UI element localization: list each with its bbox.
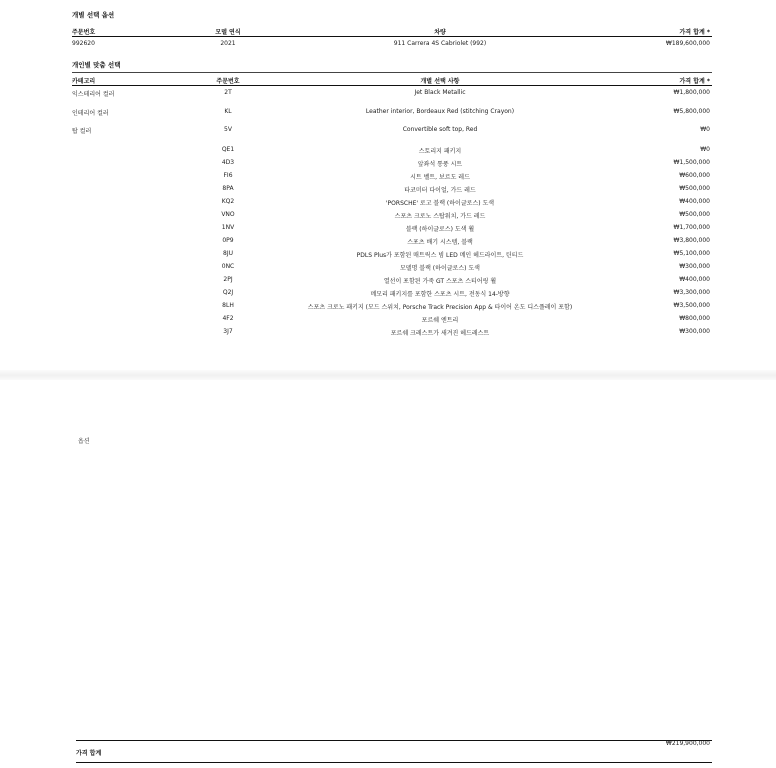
option-code: QE1 — [221, 146, 235, 153]
summary-price-total: ₩189,600,000 — [665, 40, 710, 47]
option-description: 앞좌석 통풍 시트 — [417, 161, 463, 168]
summary-order-no: 992620 — [72, 40, 95, 47]
option-description: 스토리지 패키지 — [418, 148, 462, 155]
option-category: 탑 컬러 — [72, 128, 92, 135]
header-option-price: 가격 합계 * — [679, 78, 710, 85]
option-description: 스포츠 크로노 패키지 (모드 스위치, Porsche Track Precision App & 타이어 온도 디스플레이 포함) — [307, 304, 573, 311]
summary-model-year: 2021 — [220, 40, 236, 47]
option-price: ₩5,100,000 — [673, 250, 710, 257]
option-description: 시트 벨트, 보르도 레드 — [410, 174, 470, 181]
option-description: PDLS Plus가 포함된 매트릭스 빔 LED 메인 헤드라이트, 틴티드 — [356, 252, 524, 259]
option-description: 메모리 패키지를 포함한 스포츠 시트, 전동식 14-방향 — [370, 291, 510, 298]
option-price: ₩500,000 — [679, 211, 710, 218]
option-code: 5V — [224, 126, 232, 133]
option-price: ₩600,000 — [679, 172, 710, 179]
option-category: 인테리어 컬러 — [72, 110, 109, 117]
options-header-rule — [72, 85, 712, 86]
option-price: ₩3,800,000 — [673, 237, 710, 244]
option-code: 2PJ — [223, 276, 233, 283]
summary-header-rule — [72, 36, 712, 37]
option-code: VNO — [221, 211, 235, 218]
options-top-rule — [72, 72, 712, 73]
option-price: ₩300,000 — [679, 263, 710, 270]
option-description: 포르쉐 엔트리 — [421, 317, 459, 324]
option-price: ₩400,000 — [679, 276, 710, 283]
options-label: 옵션 — [78, 438, 90, 445]
header-category: 카테고리 — [72, 78, 96, 85]
option-category: 익스테리어 컬러 — [72, 91, 115, 98]
option-description: 블랙 (하이글로스) 도색 휠 — [405, 226, 475, 233]
header-description: 개별 선택 사항 — [420, 78, 460, 85]
option-description: 스포츠 배기 시스템, 블랙 — [407, 239, 473, 246]
option-code: 0P9 — [222, 237, 234, 244]
option-description: 모델명 블랙 (하이글로스) 도색 — [400, 265, 480, 272]
section-title-personal-selection: 개인별 맞춤 선택 — [72, 61, 121, 69]
option-description: Jet Black Metallic — [414, 89, 466, 96]
header-price-total: 가격 합계 * — [679, 29, 710, 36]
option-code: 2T — [224, 89, 232, 96]
section-title-selected-options: 개별 선택 옵션 — [72, 11, 115, 19]
option-code: KQ2 — [221, 198, 235, 205]
header-code: 주문번호 — [216, 78, 240, 85]
option-code: 4F2 — [222, 315, 234, 322]
option-description: 'PORSCHE' 로고 블랙 (하이글로스) 도색 — [385, 200, 495, 207]
option-price: ₩0 — [700, 126, 710, 133]
option-price: ₩1,500,000 — [673, 159, 710, 166]
option-code: 0NC — [221, 263, 235, 270]
header-model-year: 모델 연식 — [215, 29, 241, 36]
option-description: 타코미터 다이얼, 가드 레드 — [404, 187, 476, 194]
option-description: 열선이 포함된 가죽 GT 스포츠 스티어링 휠 — [383, 278, 497, 285]
option-price: ₩0 — [700, 146, 710, 153]
option-description: 스포츠 크로노 스탑워치, 가드 레드 — [394, 213, 486, 220]
option-code: 8LH — [222, 302, 234, 309]
option-code: Q2J — [222, 289, 234, 296]
option-code: KL — [224, 108, 232, 115]
option-price: ₩800,000 — [679, 315, 710, 322]
page-fold-shadow — [0, 370, 776, 380]
option-code: FI6 — [223, 172, 233, 179]
summary-vehicle: 911 Carrera 4S Cabriolet (992) — [393, 40, 487, 47]
option-price: ₩3,300,000 — [673, 289, 710, 296]
option-code: 8PA — [222, 185, 234, 192]
option-price: ₩300,000 — [679, 328, 710, 335]
option-description: Leather interior, Bordeaux Red (stitching Crayon) — [365, 108, 515, 115]
option-code: 4D3 — [221, 159, 235, 166]
option-price: ₩5,800,000 — [673, 108, 710, 115]
header-order-no: 주문번호 — [72, 29, 96, 36]
total-bottom-rule — [76, 762, 712, 763]
option-price: ₩1,800,000 — [673, 89, 710, 96]
option-code: 8JU — [223, 250, 233, 257]
option-code: 1NV — [221, 224, 235, 231]
option-description: 포르쉐 크레스트가 새겨진 헤드레스트 — [390, 330, 490, 337]
option-price: ₩1,700,000 — [673, 224, 710, 231]
option-description: Convertible soft top, Red — [402, 126, 478, 133]
option-code: 3J7 — [223, 328, 233, 335]
total-label: 가격 합계 — [76, 750, 102, 757]
header-vehicle: 차량 — [434, 29, 446, 36]
option-price: ₩3,500,000 — [673, 302, 710, 309]
option-price: ₩500,000 — [679, 185, 710, 192]
option-price: ₩400,000 — [679, 198, 710, 205]
total-price: ₩219,900,000 — [665, 740, 710, 747]
